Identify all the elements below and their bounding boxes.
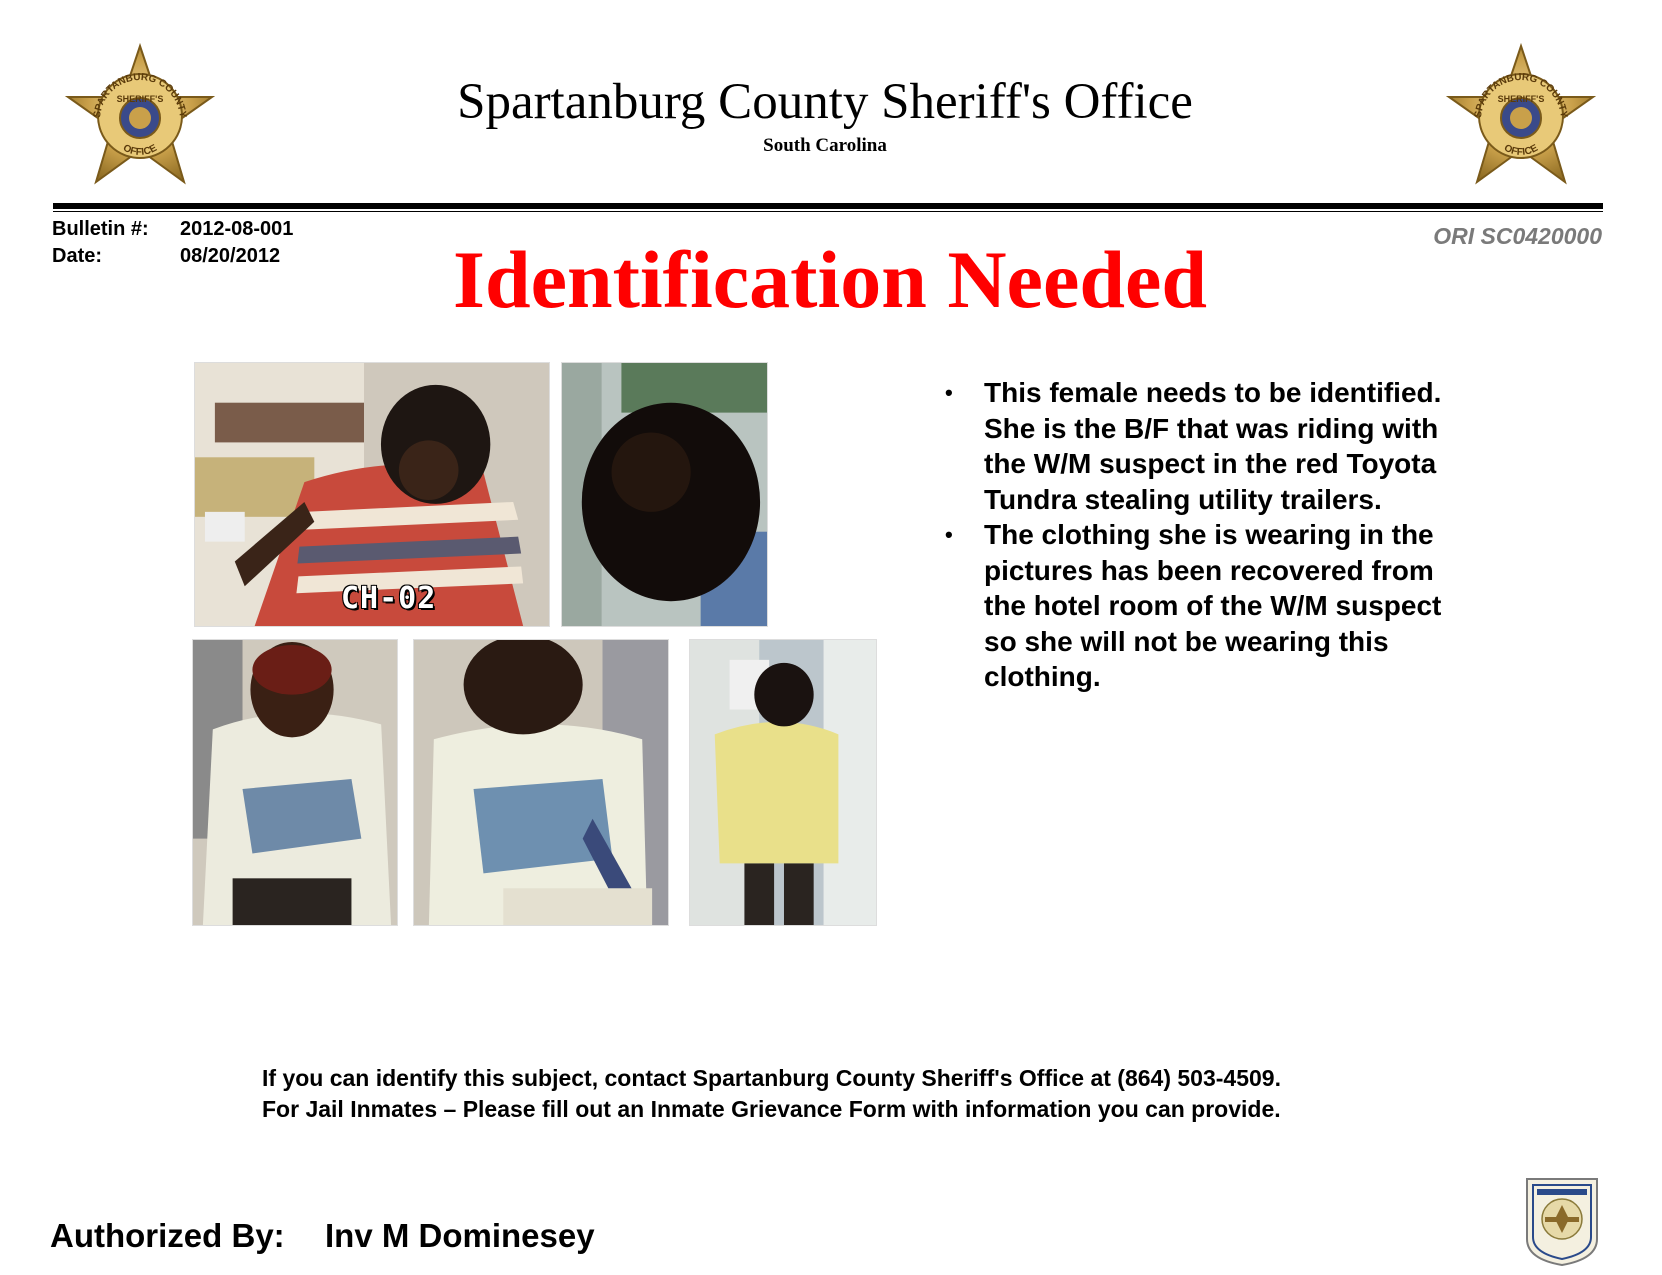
surveillance-photo-4: [413, 639, 669, 926]
badge-text-bottom: OFFICE: [1502, 142, 1540, 158]
surveillance-photo-5: [689, 639, 877, 926]
contact-line-2: For Jail Inmates – Please fill out an Inmate Grievance Form with information you can provide.: [262, 1096, 1281, 1122]
header-divider-thin: [53, 211, 1603, 212]
description-text: This female needs to be identified. She is the B/F that was riding with the W/M suspect in the red Toyota Tundra stealing utility trailers.: [984, 377, 1442, 515]
badge-text-top: SPARTANBURG COUNTY: [1472, 71, 1570, 119]
surveillance-photo-3: [192, 639, 398, 926]
bullet-dot-icon: •: [945, 522, 953, 547]
authorized-by-label: Authorized By:: [50, 1217, 285, 1254]
badge-text-bottom: OFFICE: [121, 142, 159, 158]
badge-text-top: SPARTANBURG COUNTY: [91, 71, 189, 119]
header-divider: [53, 203, 1603, 209]
org-subtitle: South Carolina: [763, 135, 887, 156]
bulletin-number-label: Bulletin #:: [52, 218, 149, 240]
badge-text-mid: SHERIFF'S: [116, 94, 164, 104]
contact-line-1: If you can identify this subject, contact Spartanburg County Sheriff's Office at (864) 503-4509.: [262, 1065, 1281, 1091]
camera-channel-label: CH-02: [341, 581, 437, 616]
headline: Identification Needed: [453, 234, 1207, 325]
description-list: [945, 375, 1465, 695]
bullet-dot-icon: •: [945, 380, 953, 405]
badge-text-mid: SHERIFF'S: [1497, 94, 1545, 104]
org-name: Spartanburg County Sheriff's Office: [457, 74, 1193, 130]
accreditation-seal-icon: [1523, 1175, 1601, 1267]
bulletin-date-label: Date:: [52, 245, 103, 267]
sheriff-badge-right-icon: [1443, 42, 1599, 198]
bulletin-date-value: 08/20/2012: [180, 245, 281, 267]
surveillance-photo-2: [561, 362, 768, 627]
surveillance-photo-1: [194, 362, 550, 627]
ori-number: ORI SC0420000: [1433, 223, 1602, 249]
description-item: [945, 375, 1465, 517]
bulletin-number-value: 2012-08-001: [180, 218, 294, 240]
authorized-by-name: Inv M Dominesey: [325, 1217, 595, 1254]
description-text: The clothing she is wearing in the pictures has been recovered from the hotel room of the W/M suspect so she will not be wearing this clothing.: [984, 519, 1442, 692]
description-item: [945, 517, 1465, 695]
sheriff-badge-left-icon: [62, 42, 218, 198]
